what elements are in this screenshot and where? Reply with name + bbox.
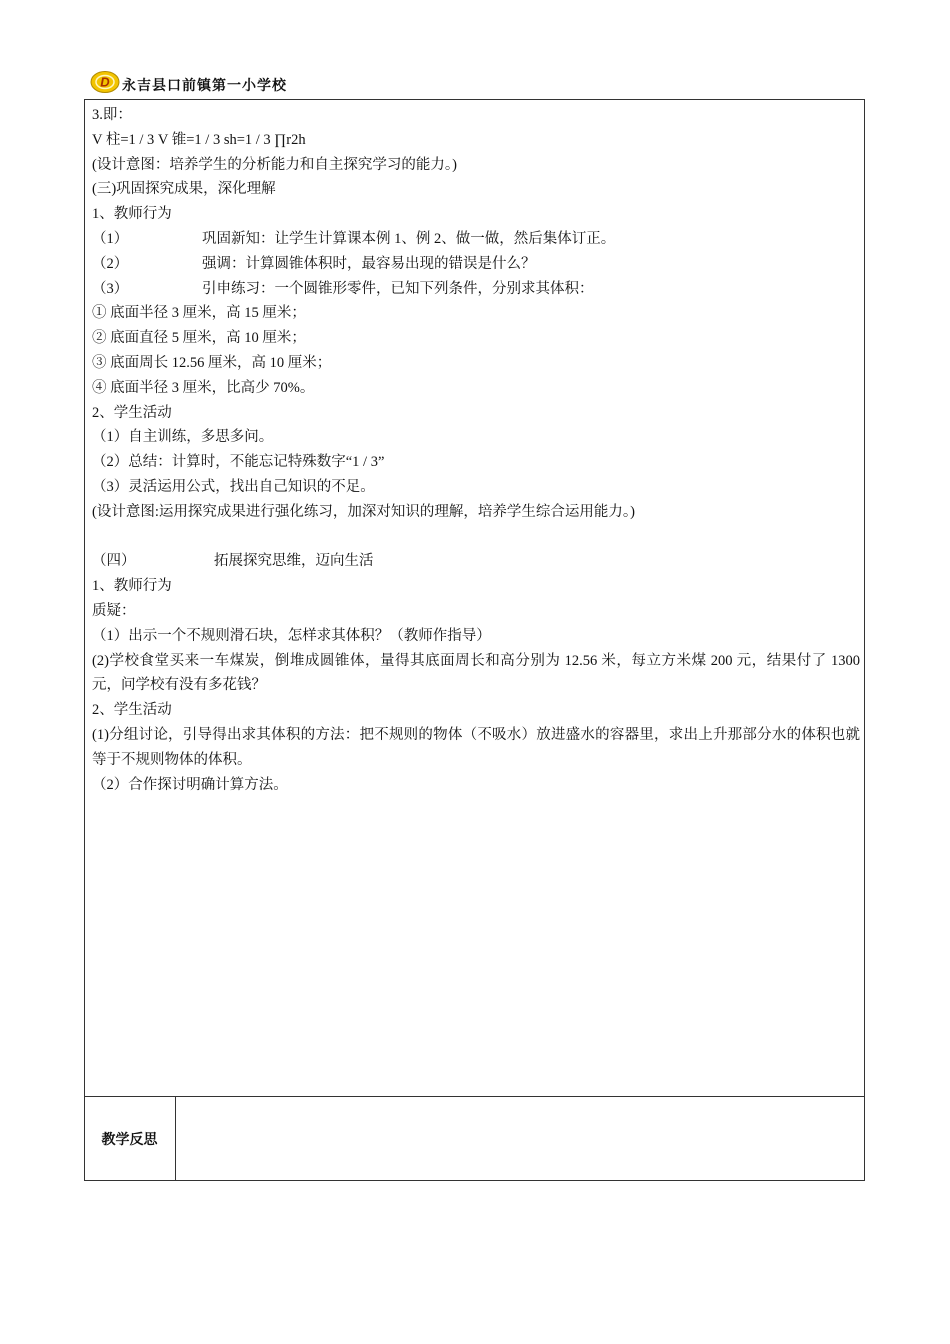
svg-text:D: D (100, 74, 110, 90)
item-text: 引申练习：一个圆锥形零件，已知下列条件，分别求其体积： (202, 280, 594, 297)
lesson-content (92, 103, 860, 797)
reflection-label: 教学反思 (84, 1097, 176, 1181)
reflection-content[interactable] (176, 1097, 865, 1181)
list-item: (2)学校食堂买来一车煤炭，倒堆成圆锥体，量得其底面周长和高分别为 12.56 米，每立方米煤 200 元，结果付了 1300 元，问学校有没有多花钱？ (92, 652, 860, 694)
design-intent-line: (设计意图：培养学生的分析能力和自主探究学习的能力。) (92, 156, 457, 173)
blank-line (92, 525, 860, 550)
formula-line: V 柱=1 / 3 V 锥=1 / 3 sh=1 / 3 ∏r2h (92, 131, 306, 148)
list-item (92, 227, 860, 252)
page-header (90, 66, 287, 96)
school-logo-icon (90, 70, 120, 92)
item-number: （3） (92, 280, 129, 297)
list-item: （2）总结：计算时，不能忘记特殊数字“1 / 3” (92, 454, 385, 471)
list-item: （2）合作探讨明确计算方法。 (92, 776, 288, 793)
text-line: 3.即： (92, 107, 132, 123)
exercise-item: ① 底面半径 3 厘米，高 15 厘米； (92, 305, 306, 322)
design-intent-line: (设计意图:运用探究成果进行强化练习，加深对知识的理解，培养学生综合运用能力。) (92, 503, 635, 520)
section-title: 拓展探究思维，迈向生活 (214, 553, 374, 570)
exercise-item: ② 底面直径 5 厘米，高 10 厘米； (92, 330, 306, 347)
subheading-student: 2、学生活动 (92, 404, 172, 421)
exercise-item: ③ 底面周长 12.56 厘米，高 10 厘米； (92, 354, 332, 371)
section-heading (92, 549, 860, 574)
list-item: （1）出示一个不规则滑石块，怎样求其体积？（教师作指导） (92, 627, 491, 644)
subheading-student: 2、学生活动 (92, 702, 172, 719)
subheading-teacher: 1、教师行为 (92, 578, 172, 595)
item-number: （2） (92, 255, 129, 272)
subheading-teacher: 1、教师行为 (92, 206, 172, 223)
reflection-row (84, 1096, 865, 1181)
section-number: （四） (92, 553, 136, 570)
item-number: （1） (92, 230, 129, 247)
school-name: 永吉县口前镇第一小学校 (122, 78, 287, 94)
list-item: (1)分组讨论，引导得出求其体积的方法：把不规则的物体（不吸水）放进盛水的容器里，求出上升那部分水的体积也就等于不规则物体的体积。 (92, 726, 860, 768)
list-item (92, 277, 860, 302)
text-line: 质疑： (92, 602, 136, 619)
exercise-item: ④ 底面半径 3 厘米，比高少 70%。 (92, 379, 315, 396)
list-item (92, 252, 860, 277)
item-text: 强调：计算圆锥体积时，最容易出现的错误是什么？ (202, 255, 536, 272)
item-text: 巩固新知：让学生计算课本例 1、例 2、做一做，然后集体订正。 (202, 230, 616, 247)
list-item: （3）灵活运用公式，找出自己知识的不足。 (92, 478, 375, 495)
section-heading: (三)巩固探究成果，深化理解 (92, 181, 276, 198)
list-item: （1）自主训练，多思多问。 (92, 429, 274, 446)
